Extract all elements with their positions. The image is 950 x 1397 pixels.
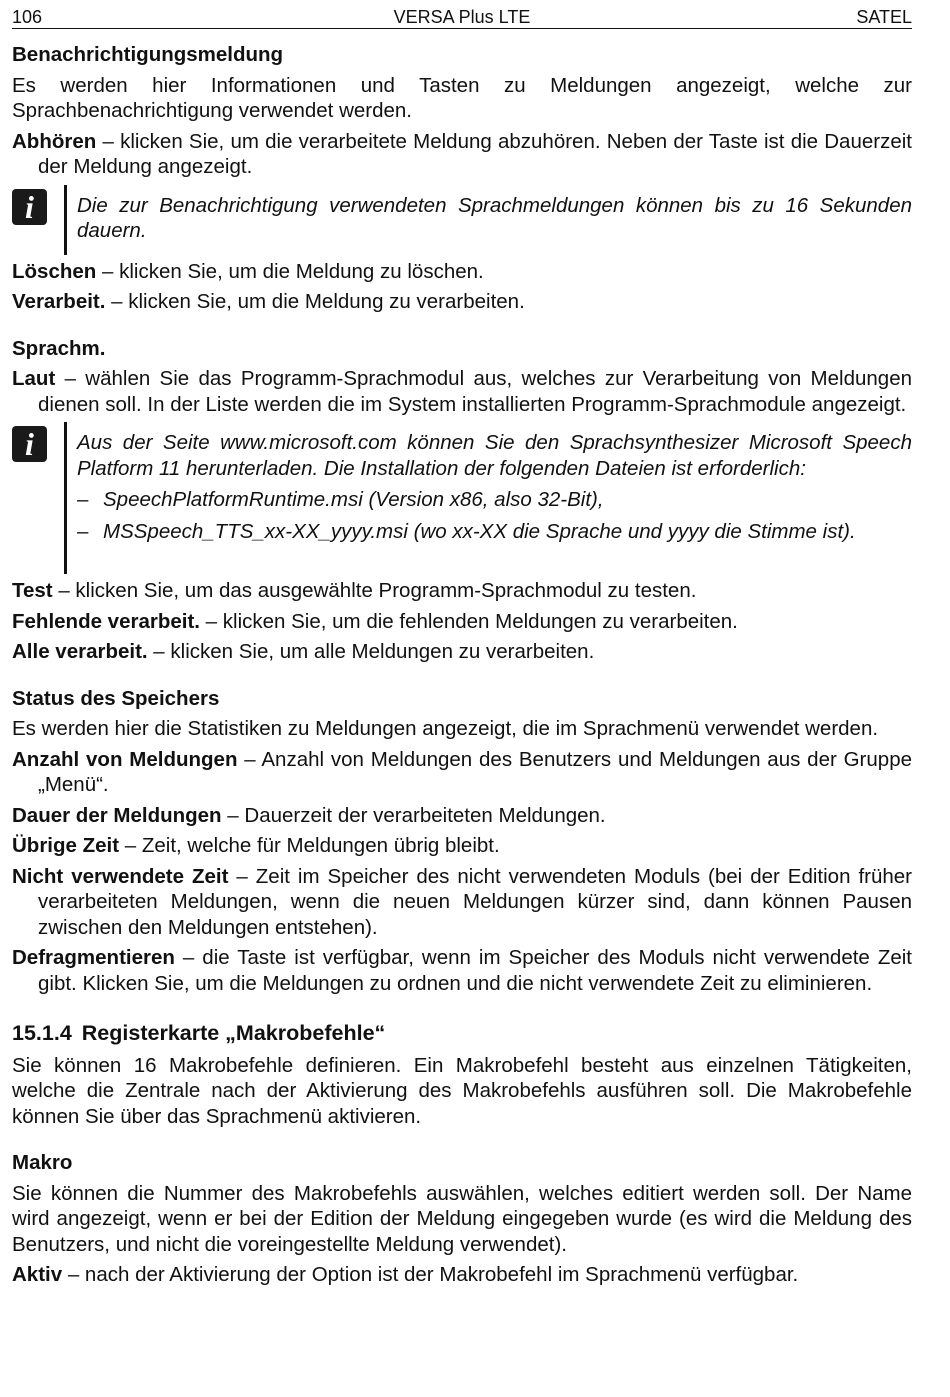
page-content [12,42,912,1293]
definition-uebrige [12,833,912,859]
definition-defragmentieren [12,945,912,996]
text-aktiv: – nach der Aktivierung der Option ist der Makrobefehl im Sprachmenü verfügbar. [62,1263,799,1286]
list-dash: – [77,488,89,511]
text-fehlende: – klicken Sie, um die fehlenden Meldungen zu verarbeiten. [199,609,738,633]
paragraph-status-intro: Es werden hier die Statistiken zu Meldungen angezeigt, die im Sprachmenü verwendet werden. [12,717,879,740]
heading-benachrichtigung: Benachrichtigungsmeldung [12,43,284,66]
definition-abhoeren [12,129,912,180]
note-text-speech-platform: Aus der Seite www.microsoft.com können Sie den Sprachsynthesizer Microsoft Speech Platform 11 herunterladen. Die Installation der folgenden Dateien ist erforderlich: [77,431,912,480]
definition-laut [12,366,912,417]
text-dauer: – Dauerzeit der verarbeiteten Meldungen. [221,803,606,827]
text-loeschen: – klicken Sie, um die Meldung zu löschen. [96,259,484,283]
term-aktiv: Aktiv [12,1263,63,1286]
term-laut: Laut [12,367,56,390]
section-number: 15.1.4 [12,1021,72,1045]
section-title: Registerkarte „Makrobefehle“ [81,1021,386,1045]
definition-loeschen [12,259,912,285]
text-laut: – wählen Sie das Programm-Sprachmodul aus, welches zur Verarbeitung von Meldungen dienen soll. In der Liste werden die im System installierten Programm-Sprachmodule angezeigt. [38,367,912,416]
list-item [77,519,912,545]
list-dash: – [77,519,89,543]
term-abhoeren: Abhören [12,129,97,153]
definition-verarbeit [12,289,912,315]
info-icon: i [12,426,47,462]
text-test: – klicken Sie, um das ausgewählte Programm-Sprachmodul zu testen. [52,579,697,602]
note-bar [64,422,67,574]
term-alle: Alle verarbeit. [12,640,148,663]
definition-nicht-verwendet [12,864,912,941]
definition-alle [12,639,912,665]
text-alle: – klicken Sie, um alle Meldungen zu verarbeiten. [147,640,595,663]
text-uebrige: – Zeit, welche für Meldungen übrig bleibt. [119,834,500,857]
definition-test [12,578,912,604]
page-number: 106 [12,7,43,27]
paragraph-makro: Sie können die Nummer des Makrobefehls auswählen, welches editiert werden soll. Der Name wird angezeigt, wenn er bei der Edition der Meldung eingegeben wurde (es wird die Meldung des Benutzers, und nicht die voreingestellte Meldung verwendet). [12,1181,912,1256]
note-text-duration: Die zur Benachrichtigung verwendeten Sprachmeldungen können bis zu 16 Sekunden dauern. [77,193,912,242]
term-verarbeit: Verarbeit. [12,290,106,313]
term-loeschen: Löschen [12,259,97,283]
manual-title: VERSA Plus LTE [393,7,531,27]
heading-status: Status des Speichers [12,686,220,710]
text-verarbeit: – klicken Sie, um die Meldung zu verarbeiten. [105,290,525,313]
definition-aktiv [12,1262,912,1288]
info-note-speech-platform [12,422,912,574]
term-defragmentieren: Defragmentieren [12,946,175,969]
text-abhoeren: – klicken Sie, um die verarbeitete Meldung abzuhören. Neben der Taste ist die Dauerzeit der Meldung angezeigt. [38,129,912,178]
section-heading [12,1021,912,1047]
list-item-text: SpeechPlatformRuntime.msi (Version x86, also 32-Bit), [103,488,604,511]
text-defragmentieren: – die Taste ist verfügbar, wenn im Speicher des Moduls nicht verwendete Zeit gibt. Klicken Sie, um die Meldungen zu ordnen und die nicht verwendete Zeit zu eliminieren. [38,946,912,995]
definition-dauer [12,803,912,829]
definition-fehlende [12,609,912,635]
list-item [77,487,912,513]
term-uebrige: Übrige Zeit [12,834,120,857]
paragraph-section-intro: Sie können 16 Makrobefehle definieren. Ein Makrobefehl besteht aus einzelnen Tätigkeiten, welche die Zentrale nach der Aktivierung des Makrobefehls ausführen soll. Die Makrobefehle können Sie über das Sprachmenü aktivieren. [12,1053,912,1128]
heading-makro: Makro [12,1151,73,1174]
heading-sprachm: Sprachm. [12,336,106,360]
page-header [12,4,912,29]
info-note-duration [12,185,912,255]
term-anzahl: Anzahl von Meldungen [12,747,238,771]
term-nicht-verwendet: Nicht verwendete Zeit [12,864,229,888]
definition-anzahl [12,747,912,798]
list-item-text: MSSpeech_TTS_xx-XX_yyyy.msi (wo xx-XX die Sprache und yyyy die Stimme ist). [103,519,856,543]
paragraph-benachrichtigung-intro: Es werden hier Informationen und Tasten zu Meldungen angezeigt, welche zur Sprachbenachrichtigung verwendet werden. [12,73,912,122]
term-dauer: Dauer der Meldungen [12,803,222,827]
note-bar [64,185,67,255]
text-nicht-verwendet: – Zeit im Speicher des nicht verwendeten Moduls (bei der Edition früher verarbeiteten Meldungen, wenn die neuen Meldungen kürzer sind, dann können Pausen zwischen den Meldungen entstehen). [38,864,912,939]
brand-name: SATEL [856,7,912,27]
term-test: Test [12,579,53,602]
text-anzahl: – Anzahl von Meldungen des Benutzers und Meldungen aus der Gruppe „Menü“. [38,747,912,796]
term-fehlende: Fehlende verarbeit. [12,609,200,633]
info-icon: i [12,189,47,225]
